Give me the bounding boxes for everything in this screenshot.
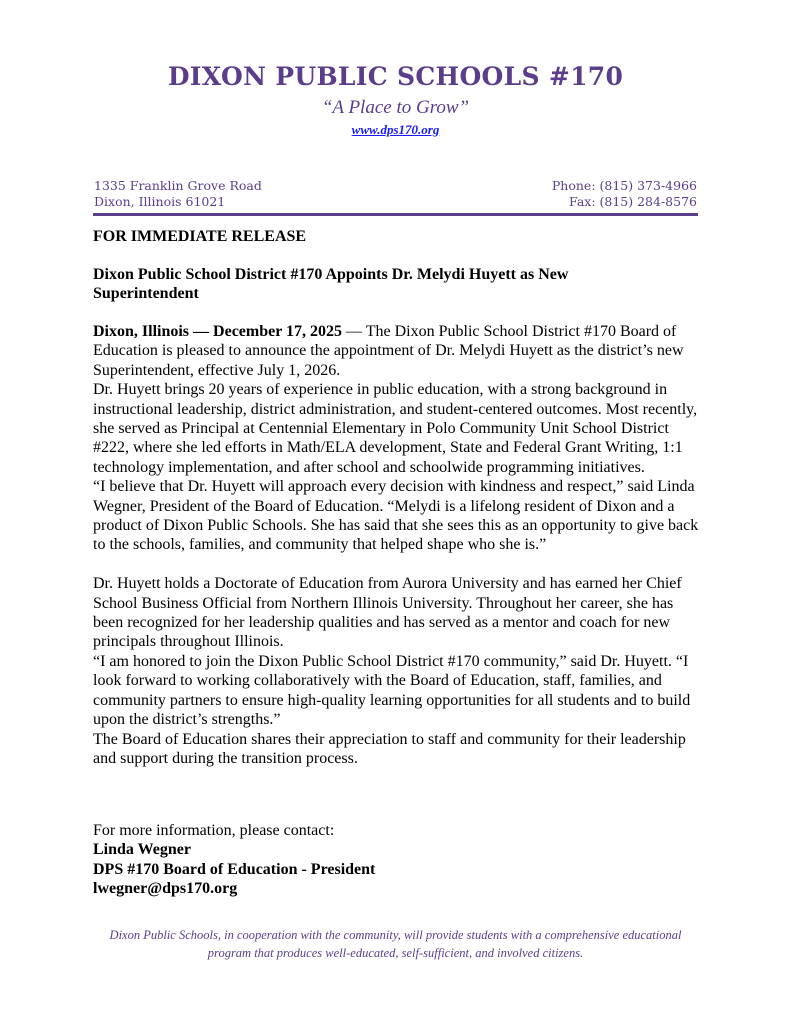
footer-line-2: program that produces well-educated, self-sufficient, and involved citizens.: [207, 946, 584, 960]
contact-role: DPS #170 Board of Education - President: [93, 860, 376, 878]
website-line: [0, 122, 791, 138]
paragraph-intro-text: — The Dixon Public School District #170 Board of Education is pleased to announce the appointment of Dr. Melydi Huyett as the district’s new Superintendent, effective July 1, 2026.: [93, 323, 684, 379]
release-headline: Dixon Public School District #170 Appoints Dr. Melydi Huyett as New Superintendent: [93, 266, 569, 303]
footer-line-1: Dixon Public Schools, in cooperation with the community, will provide students with a comprehensive educational: [109, 928, 682, 942]
address-block: [94, 178, 262, 210]
contact-email[interactable]: lwegner@dps170.org: [93, 880, 238, 898]
release-label: FOR IMMEDIATE RELEASE: [93, 228, 307, 245]
paragraph-huyett-quote: “I am honored to join the Dixon Public School District #170 community,” said Dr. Huyett. “I look forward to working collaboratively with the Board of Education, staff, families, and community partners to ensure high-quality learning opportunities for all students and to build upon the district’s strengths.”: [93, 652, 691, 729]
paragraph-credentials: Dr. Huyett holds a Doctorate of Education from Aurora University and has earned her Chief School Business Official from Northern Illinois University. Throughout her career, she has been recognized for her leadership qualities and has served as a mentor and coach for new principals throughout Illinois.: [93, 575, 682, 651]
header-divider: [93, 213, 698, 216]
address-street: 1335 Franklin Grove Road: [94, 178, 262, 193]
fax-number: Fax: (815) 284-8576: [569, 194, 697, 209]
paragraph-background: Dr. Huyett brings 20 years of experience in public education, with a strong background in instructional leadership, district administration, and student-centered outcomes. Most recently, she served as Principal at Centennial Elementary in Polo Community Unit School District #222, where she led efforts in Math/ELA development, State and Federal Grant Writing, 1:1 technology implementation, and after school and schoolwide programming initiatives.: [93, 381, 698, 476]
contact-block: [93, 821, 703, 899]
address-city: Dixon, Illinois 61021: [94, 194, 226, 209]
paragraph-appreciation: The Board of Education shares their appreciation to staff and community for their leadership and support during the transition process.: [93, 730, 686, 767]
mission-footer: [0, 926, 791, 962]
release-body: [93, 322, 703, 768]
phone-number: Phone: (815) 373-4966: [551, 178, 697, 193]
paragraph-intro: [93, 322, 703, 380]
paragraph-president-quote: “I believe that Dr. Huyett will approach every decision with kindness and respect,” said Linda Wegner, President of the Board of Education. “Melydi is a lifelong resident of Dixon and a product of Dixon Public Schools. She has said that she sees this as an opportunity to give back to the schools, families, and community that helped shape who she is.”: [93, 478, 699, 554]
district-motto: “A Place to Grow”: [321, 97, 470, 118]
phone-fax-block: [552, 178, 697, 210]
dateline: Dixon, Illinois — December 17, 2025: [93, 323, 343, 340]
website-link[interactable]: www.dps170.org: [351, 122, 440, 137]
district-title: DIXON PUBLIC SCHOOLS #170: [167, 62, 624, 91]
contact-intro: For more information, please contact:: [93, 822, 335, 839]
contact-name: Linda Wegner: [93, 841, 191, 859]
